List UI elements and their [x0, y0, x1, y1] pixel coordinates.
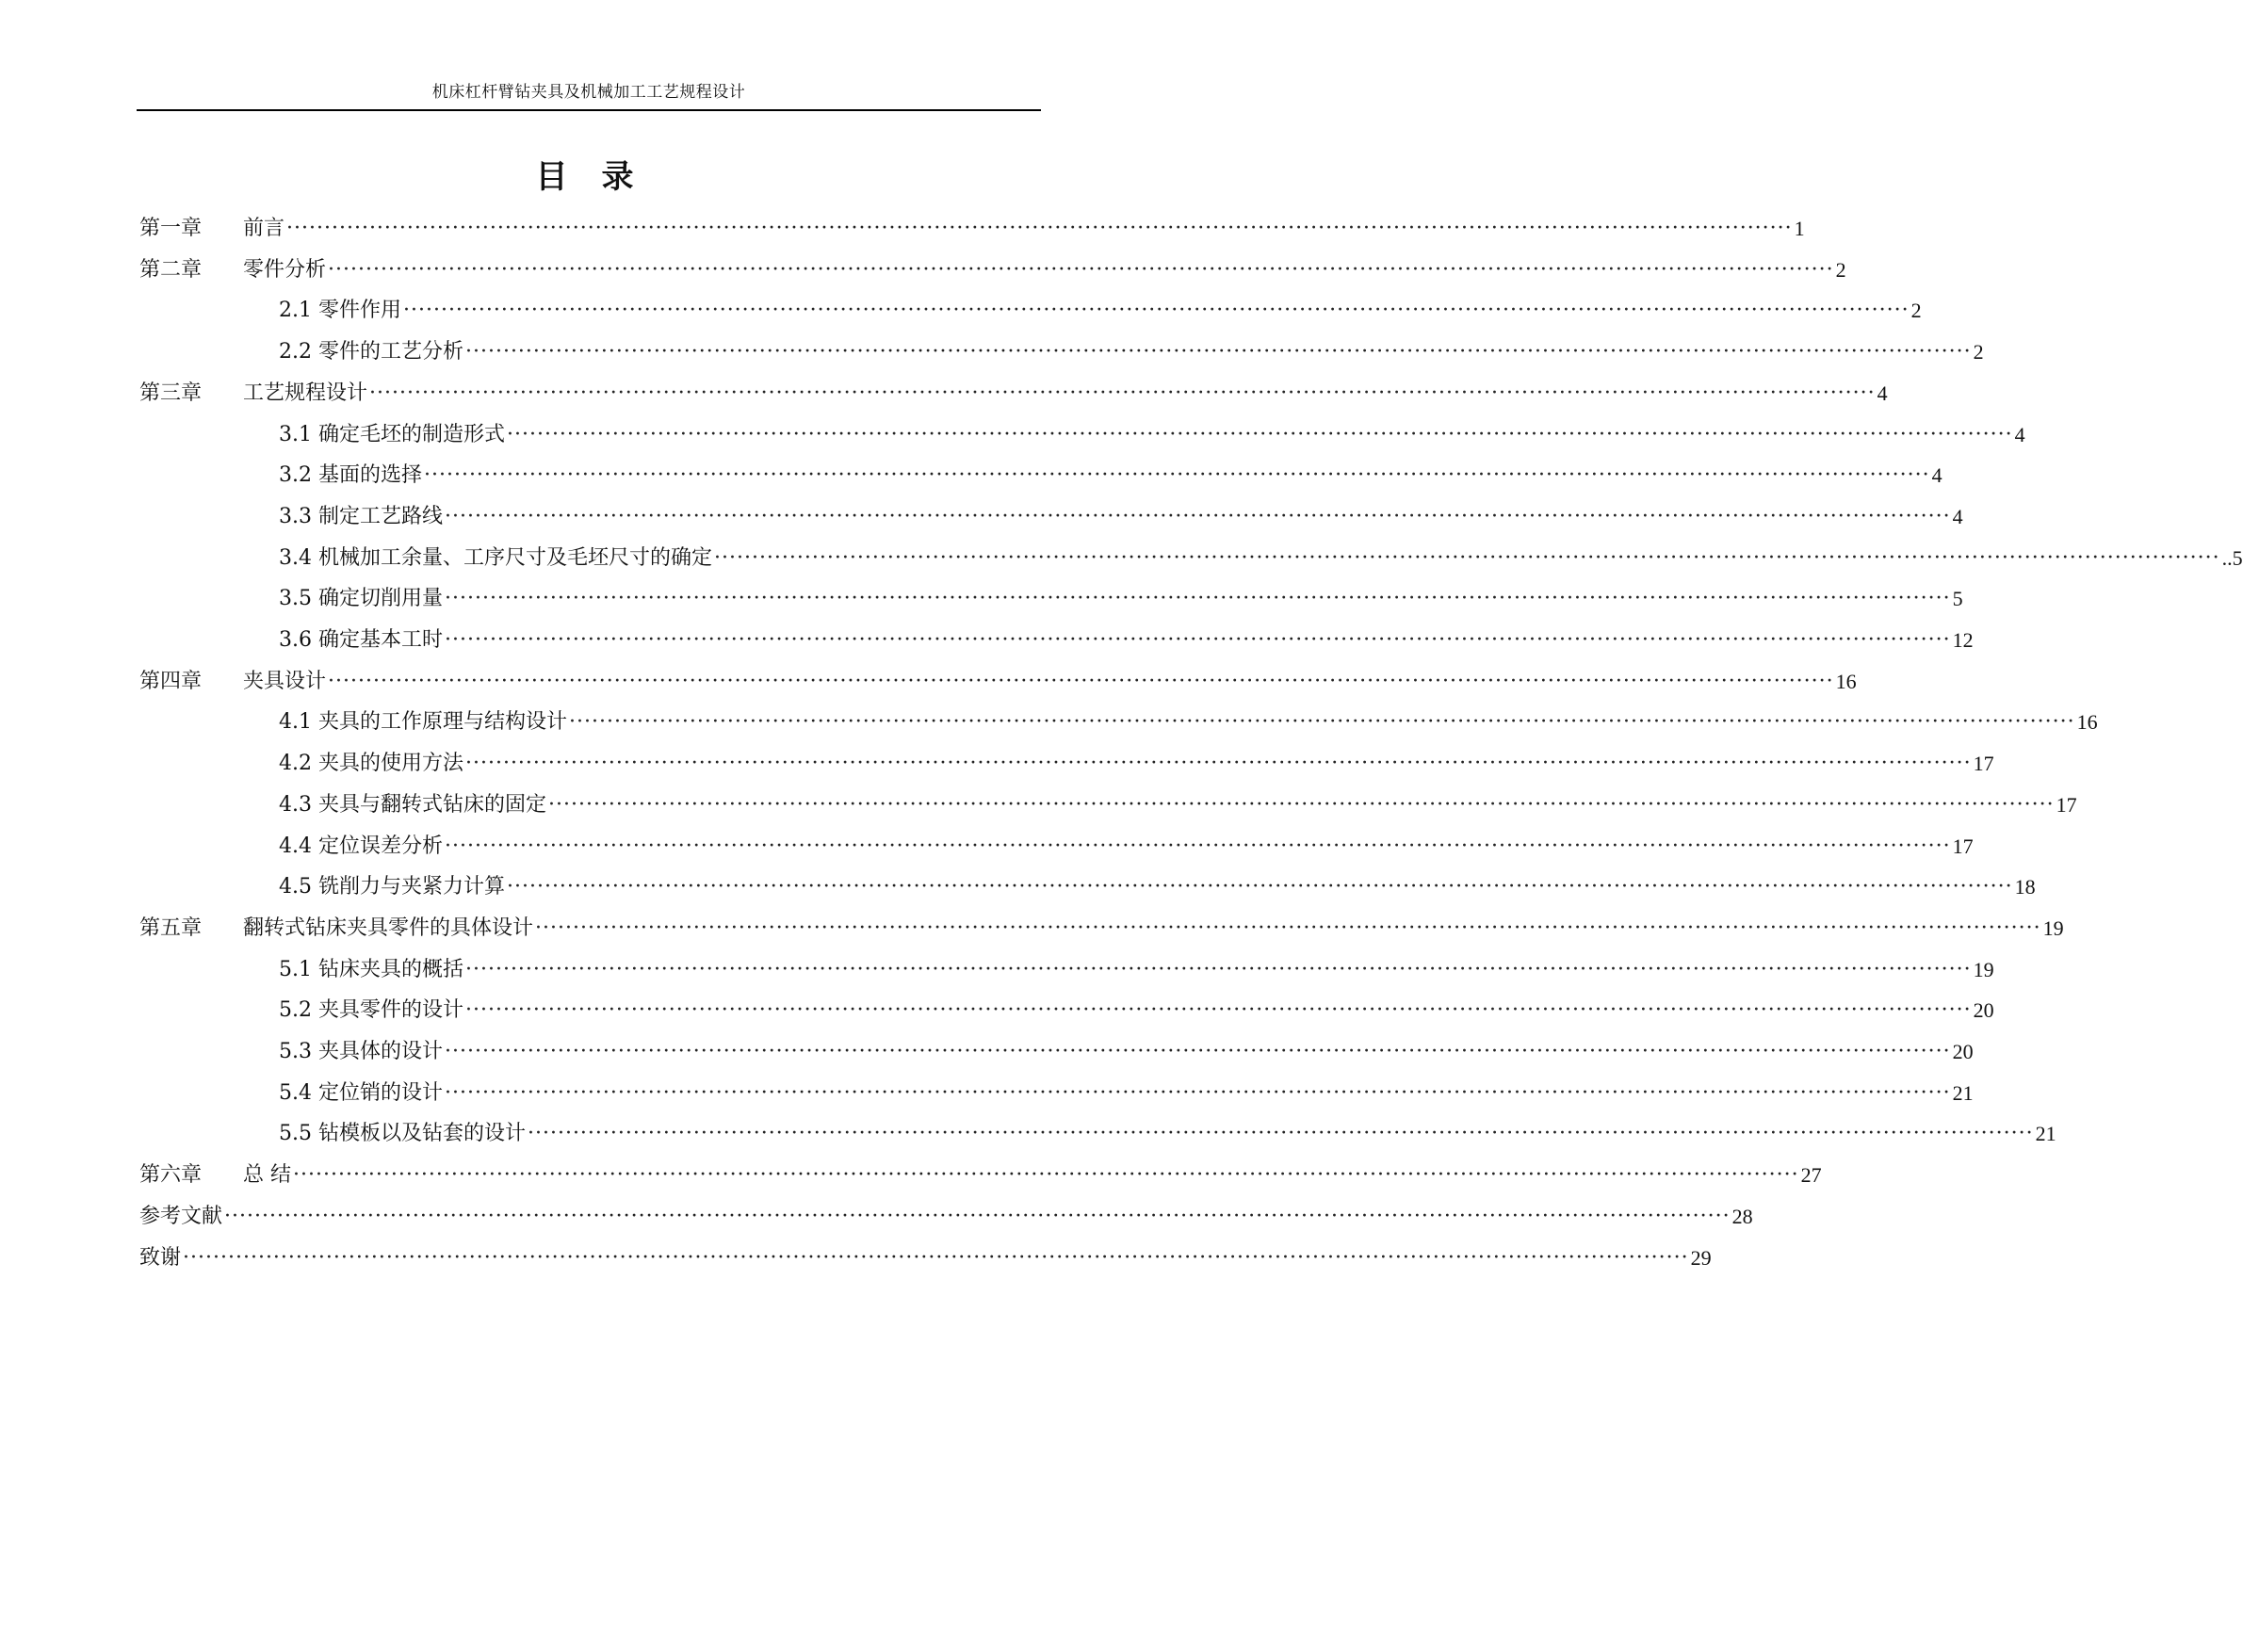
toc-entry[interactable] [279, 791, 2077, 819]
toc-entry[interactable] [139, 1203, 1753, 1231]
header-title: 机床杠杆臂钻夹具及机械加工工艺规程设计 [431, 83, 746, 102]
toc-page-number: 29 [1690, 1245, 1712, 1270]
toc-page-number: 17 [1952, 834, 1974, 858]
toc-leader-dots: ········································································································································································································ [293, 1163, 1799, 1188]
toc-leader-dots: ········································································································································································································ [444, 834, 1951, 858]
toc-entry-label [279, 544, 712, 573]
toc-leader-dots: ········································································································································································································ [402, 299, 1910, 323]
toc-leader-dots: ········································································································································································································ [713, 545, 2220, 570]
toc-leader-dots: ········································································································································································································ [444, 1080, 1951, 1105]
toc-page-number: 2 [1910, 299, 1922, 323]
toc-entry-label [279, 956, 463, 984]
toc-leader-dots: ········································································································································································································ [568, 710, 2075, 735]
toc-entry-label [139, 256, 326, 284]
toc-leader-dots: ········································································································································································································ [547, 792, 2055, 817]
toc-entry-text: 4.1 夹具的工作原理与结构设计 [279, 710, 567, 735]
toc-entry-text: 4.5 铣削力与夹紧力计算 [279, 875, 505, 899]
toc-page-number: 27 [1800, 1163, 1822, 1188]
toc-entry-label [279, 297, 401, 325]
toc-entry-label [139, 1244, 181, 1272]
toc-leader-dots: ········································································································································································································ [444, 504, 1951, 528]
toc-entry-text: 参考文献 [139, 1204, 223, 1228]
toc-chapter-number: 第三章 [139, 381, 203, 405]
toc-page-number: 20 [1952, 1040, 1974, 1063]
toc-entry[interactable] [279, 585, 1963, 613]
toc-entry[interactable] [279, 503, 1963, 531]
toc-leader-dots: ········································································································································································································ [506, 422, 2013, 446]
toc-leader-dots: ········································································································································································································ [464, 998, 1972, 1023]
toc-entry-text: 5.1 钻床夹具的概括 [279, 957, 463, 981]
toc-chapter-entry[interactable] [139, 215, 1805, 243]
toc-entry-text: 2.2 零件的工艺分析 [279, 340, 463, 364]
toc-chapter-number: 第一章 [139, 217, 203, 240]
toc-entry-label [139, 1161, 291, 1190]
toc-page-number: 4 [1931, 463, 1942, 488]
toc-page-number: 4 [1877, 381, 1888, 405]
toc-entry-label [279, 833, 443, 861]
toc-page-number: ..5 [2221, 545, 2243, 570]
toc-entry[interactable] [279, 1120, 2056, 1148]
toc-leader-dots: ········································································································································································································ [224, 1204, 1731, 1228]
toc-chapter-number: 第四章 [139, 669, 203, 693]
toc-entry[interactable] [279, 956, 1994, 984]
toc-leader-dots: ········································································································································································································ [328, 257, 1834, 282]
toc-entry[interactable] [139, 1244, 1712, 1272]
toc-page-number: 17 [2056, 792, 2077, 817]
toc-entry[interactable] [279, 297, 1922, 325]
toc-entry-text: 前言 [243, 217, 285, 240]
toc-page-number: 12 [1952, 628, 1974, 652]
toc-leader-dots: ········································································································································································································ [286, 217, 1793, 240]
toc-leader-dots: ········································································································································································································ [444, 1040, 1951, 1063]
toc-entry-label [139, 380, 367, 408]
running-header [137, 79, 1041, 111]
toc-entry-label [279, 462, 422, 490]
toc-entry-text: 3.6 确定基本工时 [279, 628, 443, 652]
toc-entry-label [139, 915, 533, 943]
toc-chapter-number: 第六章 [139, 1163, 203, 1188]
toc-chapter-number: 第二章 [139, 257, 203, 282]
toc-entry-label [279, 996, 463, 1025]
toc-entry-text: 5.4 定位销的设计 [279, 1080, 443, 1105]
toc-entry-text: 5.5 钻模板以及钻套的设计 [279, 1122, 526, 1146]
toc-leader-dots: ········································································································································································································ [535, 915, 2041, 940]
toc-leader-dots: ········································································································································································································ [444, 587, 1951, 611]
toc-entry-label [279, 503, 443, 531]
toc-page-number: 16 [2076, 710, 2098, 735]
toc-page-number: 16 [1835, 669, 1857, 693]
toc-entry-text: 4.2 夹具的使用方法 [279, 752, 463, 776]
toc-entry-text: 翻转式钻床夹具零件的具体设计 [243, 915, 534, 940]
toc-entry[interactable] [279, 462, 1942, 490]
toc-page-number: 20 [1973, 998, 1994, 1023]
toc-entry-label [279, 750, 463, 778]
toc-leader-dots: ········································································································································································································ [464, 340, 1972, 364]
toc-entry-text: 4.4 定位误差分析 [279, 834, 443, 858]
toc-entry[interactable] [279, 338, 1984, 366]
toc-page-number: 19 [2042, 915, 2064, 940]
toc-entry-text: 总 结 [243, 1163, 291, 1188]
toc-entry-text: 5.3 夹具体的设计 [279, 1040, 443, 1063]
toc-entry-label [279, 338, 463, 366]
toc-entry-label [139, 1203, 222, 1231]
toc-page-number: 17 [1973, 752, 1994, 776]
toc-page-number: 1 [1794, 217, 1805, 240]
toc-entry-label [279, 873, 505, 901]
toc-chapter-entry[interactable] [139, 915, 2064, 943]
toc-page-number: 4 [2014, 422, 2025, 446]
toc-entry-text: 3.2 基面的选择 [279, 463, 422, 488]
toc-page-number: 18 [2014, 875, 2036, 899]
toc-page-number: 28 [1731, 1204, 1753, 1228]
toc-entry-label [279, 1120, 526, 1148]
toc-page-number: 4 [1952, 504, 1963, 528]
toc-chapter-entry[interactable] [139, 1161, 1822, 1190]
toc-leader-dots: ········································································································································································································ [464, 957, 1972, 981]
toc-entry-label [279, 1079, 443, 1108]
toc-entry-text: 2.1 零件作用 [279, 299, 401, 323]
toc-entry-label [279, 626, 443, 655]
toc-entry[interactable] [279, 626, 1974, 655]
toc-entry-label [279, 421, 505, 449]
toc-chapter-number: 第五章 [139, 915, 203, 940]
toc-entry-label [139, 215, 284, 243]
toc-leader-dots: ········································································································································································································ [183, 1245, 1689, 1270]
toc-entry-label [279, 791, 546, 819]
toc-entry[interactable] [279, 1079, 1974, 1108]
toc-entry[interactable] [279, 421, 2025, 449]
toc-page-number: 21 [2035, 1122, 2056, 1146]
toc-entry[interactable] [279, 708, 2098, 737]
toc-entry-text: 夹具设计 [243, 669, 327, 693]
toc-entry[interactable] [279, 544, 2243, 573]
toc-leader-dots: ········································································································································································································ [369, 381, 1876, 405]
toc-entry[interactable] [279, 833, 1974, 861]
toc-entry-text: 致谢 [139, 1245, 182, 1270]
toc-entry[interactable] [279, 1038, 1974, 1066]
toc-leader-dots: ········································································································································································································ [464, 752, 1972, 776]
toc-entry-text: 3.4 机械加工余量、工序尺寸及毛坯尺寸的确定 [279, 545, 712, 570]
toc-leader-dots: ········································································································································································································ [527, 1122, 2034, 1146]
toc-entry-text: 5.2 夹具零件的设计 [279, 998, 463, 1023]
toc-chapter-entry[interactable] [139, 668, 1857, 696]
toc-entry-text: 工艺规程设计 [243, 381, 368, 405]
toc-leader-dots: ········································································································································································································ [444, 628, 1951, 652]
toc-leader-dots: ········································································································································································································ [328, 669, 1834, 693]
toc-page-number: 19 [1973, 957, 1994, 981]
toc-entry-text: 4.3 夹具与翻转式钻床的固定 [279, 792, 546, 817]
toc-page-number: 2 [1835, 257, 1846, 282]
toc-page-number: 5 [1952, 587, 1963, 611]
toc-entry[interactable] [279, 873, 2036, 901]
toc-entry[interactable] [279, 750, 1994, 778]
toc-entry-label [279, 585, 443, 613]
toc-leader-dots: ········································································································································································································ [423, 463, 1930, 488]
toc-chapter-entry[interactable] [139, 380, 1888, 408]
toc-entry-label [279, 1038, 443, 1066]
toc-leader-dots: ········································································································································································································ [506, 875, 2013, 899]
toc-entry-text: 零件分析 [243, 257, 327, 282]
toc-entry-label [139, 668, 326, 696]
toc-entry[interactable] [279, 996, 1994, 1025]
toc-entry-text: 3.3 制定工艺路线 [279, 504, 443, 528]
toc-page-number: 2 [1973, 340, 1984, 364]
toc-chapter-entry[interactable] [139, 256, 1846, 284]
toc-entry-text: 3.5 确定切削用量 [279, 587, 443, 611]
toc-title: 目录 [535, 158, 668, 196]
toc-entry-text: 3.1 确定毛坯的制造形式 [279, 422, 505, 446]
toc-entry-label [279, 708, 567, 737]
toc-page-number: 21 [1952, 1080, 1974, 1105]
